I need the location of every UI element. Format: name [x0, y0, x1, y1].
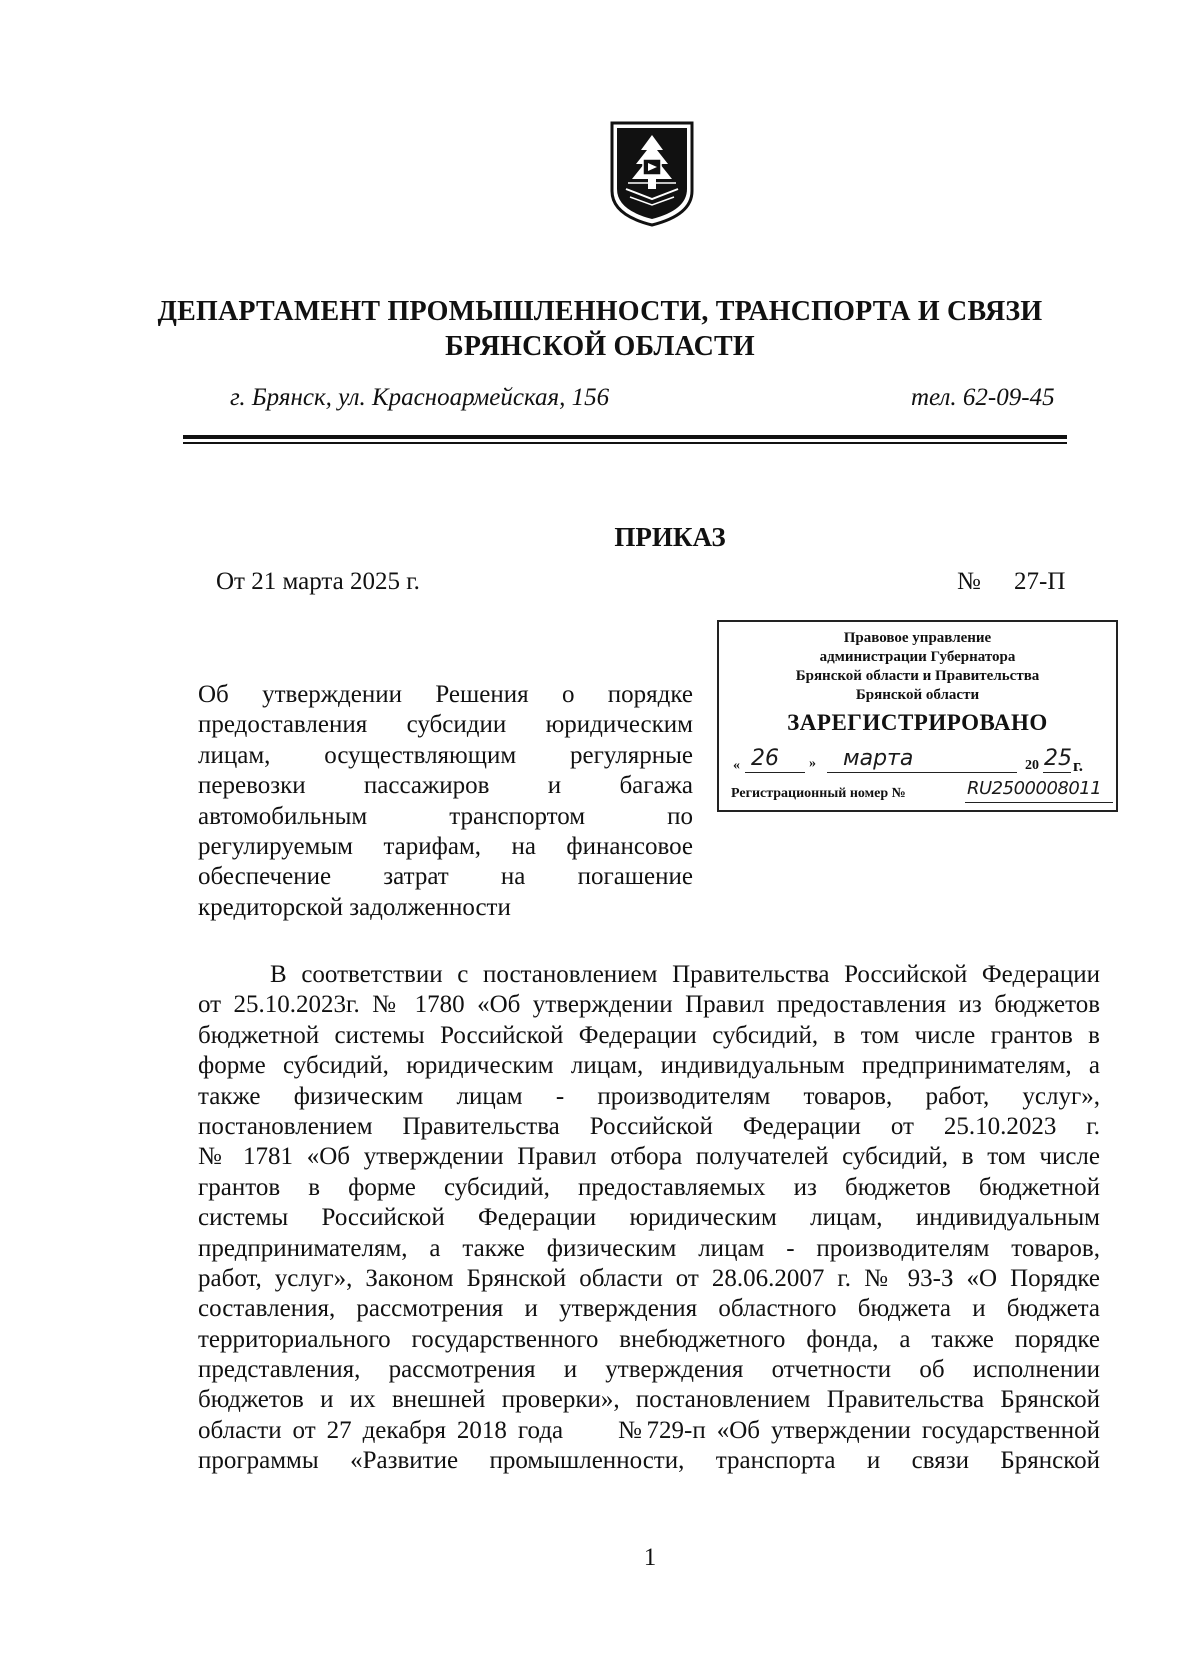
body-line: бюджетов и их внешней проверки», постановлением Правительства Брянской — [198, 1386, 1100, 1414]
department-phone: тел. 62-09-45 — [911, 384, 1055, 411]
body-line: представления, рассмотрения и утверждения отчетности об исполнении — [198, 1356, 1100, 1384]
stamp-registered: ЗАРЕГИСТРИРОВАНО — [787, 710, 1048, 735]
stamp-line-2: администрации Губернатора — [819, 649, 1016, 665]
order-subject — [198, 680, 693, 923]
subject-line: перевозки пассажиров и багажа — [198, 772, 693, 800]
header-rule-thick — [183, 435, 1067, 439]
body-line: В соответствии с постановлением Правительства Российской Федерации — [270, 961, 1100, 988]
order-number: 27-П — [1014, 568, 1066, 595]
subject-line: обеспечение затрат на погашение — [198, 863, 693, 891]
stamp-line-4: Брянской области — [855, 687, 980, 703]
order-date: От 21 марта 2025 г. — [216, 568, 420, 595]
document-title: ПРИКАЗ — [614, 522, 726, 552]
stamp-date-row — [733, 746, 1113, 776]
stamp-quote-close: » — [809, 756, 816, 771]
body-line: от 25.10.2023г. № 1780 «Об утверждении Правил предоставления из бюджетов — [198, 991, 1100, 1019]
body-line: бюджетной системы Российской Федерации субсидий, в том числе грантов в — [198, 1021, 1100, 1049]
body-line: составления, рассмотрения и утверждения областного бюджета и бюджета — [198, 1295, 1100, 1323]
stamp-day-handwritten: 26 — [751, 746, 779, 771]
stamp-reg-number-handwritten: RU2500008011 — [967, 778, 1102, 799]
stamp-day-underline — [745, 772, 805, 773]
body-line: грантов в форме субсидий, предоставляемых из бюджетов бюджетной — [198, 1173, 1100, 1201]
header-rule-thin — [183, 442, 1067, 444]
stamp-month-handwritten: марта — [843, 746, 914, 771]
body-line: форме субсидий, юридическим лицам, индивидуальным предпринимателям, а — [198, 1052, 1100, 1080]
subject-line: Об утверждении Решения о порядке — [198, 681, 693, 708]
department-address: г. Брянск, ул. Красноармейская, 156 — [230, 384, 610, 411]
stamp-quote-open: « — [733, 758, 740, 773]
body-line: предпринимателям, а также физическим лицам - производителям товаров, — [198, 1234, 1100, 1262]
stamp-year-underline — [1043, 772, 1071, 773]
body-line: области от 27 декабря 2018 года №729-п «Об утверждении государственной — [198, 1416, 1100, 1444]
stamp-year-unit: г. — [1073, 756, 1084, 775]
department-name: ДЕПАРТАМЕНТ ПРОМЫШЛЕННОСТИ, ТРАНСПОРТА И СВЯЗИ — [157, 296, 1043, 327]
stamp-month-underline — [827, 772, 1017, 773]
subject-line: предоставления субсидии юридическим — [198, 711, 693, 739]
stamp-reg-number-row — [731, 778, 1115, 806]
bryansk-coat-of-arms-icon — [608, 119, 696, 229]
body-line: № 1781 «Об утверждении Правил отбора получателей субсидий, в том числе — [198, 1143, 1100, 1171]
stamp-line-1: Правовое управление — [843, 630, 992, 646]
body-line: постановлением Правительства Российской Федерации от 25.10.2023 г. — [198, 1112, 1100, 1140]
body-line: программы «Развитие промышленности, транспорта и связи Брянской — [198, 1447, 1100, 1475]
subject-line: автомобильным транспортом по — [198, 802, 693, 830]
body-line: работ, услуг», Законом Брянской области от 28.06.2007 г. № 93-З «О Порядке — [198, 1264, 1100, 1292]
subject-line: лицам, осуществляющим регулярные — [198, 741, 693, 769]
order-number-sign: № — [957, 568, 981, 595]
stamp-reg-underline — [965, 802, 1113, 803]
page-number: 1 — [643, 1544, 657, 1571]
stamp-year-handwritten: 25 — [1044, 746, 1072, 771]
stamp-line-3: Брянской области и Правительства — [795, 668, 1040, 684]
body-line: территориального государственного внебюджетного фонда, а также порядке — [198, 1325, 1100, 1353]
order-preamble — [198, 960, 1100, 1477]
subject-line: кредиторской задолженности — [198, 893, 511, 921]
subject-line: регулируемым тарифам, на финансовое — [198, 832, 693, 860]
body-line: системы Российской Федерации юридическим лицам, индивидуальным — [198, 1204, 1100, 1232]
stamp-reg-label: Регистрационный номер № — [731, 786, 906, 801]
department-region: БРЯНСКОЙ ОБЛАСТИ — [445, 331, 755, 362]
stamp-year-prefix: 20 — [1025, 758, 1039, 773]
body-line: также физическим лицам - производителям товаров, работ, услуг», — [198, 1082, 1100, 1110]
registration-stamp — [717, 620, 1118, 812]
